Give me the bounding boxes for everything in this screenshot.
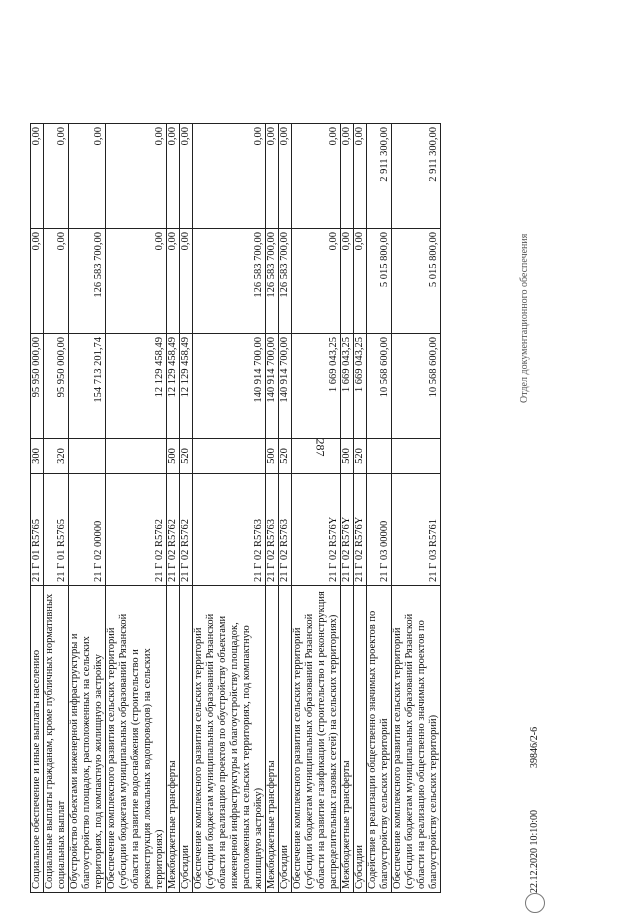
footer-date: 22.12.2020 10:10:00 [529, 809, 540, 893]
row-amount-3: 0,00 [292, 124, 341, 229]
table-row [354, 124, 367, 893]
footer-department: Отдел документационного обеспечения [519, 233, 530, 403]
table-row [367, 124, 392, 893]
row-expense-type [193, 439, 266, 474]
row-name: Обеспечение комплексного развития сельских территорий (субсидии бюджетам муниципальных образований Рязанской области на развитие водоснабжения (строительство и реконструкция локальных водопроводов) на сельских территориях) [106, 586, 167, 893]
row-amount-2: 5 015 800,00 [392, 229, 441, 334]
table-row [167, 124, 180, 893]
table-row [193, 124, 266, 893]
row-amount-3: 0,00 [44, 124, 69, 229]
row-expense-type [367, 439, 392, 474]
row-name: Обеспечение комплексного развития сельских территорий (субсидии бюджетам муниципальных образований Рязанской области на реализацию общественно значимых проектов по благоустройству сельских территорий) [392, 586, 441, 893]
row-code: 21 Г 02 R5762 [167, 474, 180, 586]
row-name: Содействие в реализации общественно значимых проектов по благоустройству сельских территорий [367, 586, 392, 893]
seal-icon [525, 893, 545, 913]
row-amount-2: 5 015 800,00 [367, 229, 392, 334]
row-amount-3: 0,00 [31, 124, 44, 229]
table-row [292, 124, 341, 893]
table-row [392, 124, 441, 893]
row-amount-2: 126 583 700,00 [69, 229, 106, 334]
row-code: 21 Г 02 R5763 [193, 474, 266, 586]
row-code: 21 Г 02 R576Y [341, 474, 354, 586]
row-amount-2: 0,00 [180, 229, 193, 334]
row-amount-1: 140 914 700,00 [193, 334, 266, 439]
row-amount-1: 10 568 600,00 [367, 334, 392, 439]
row-code: 21 Г 02 R5763 [266, 474, 279, 586]
table-row [31, 124, 44, 893]
row-expense-type: 320 [44, 439, 69, 474]
table-row [180, 124, 193, 893]
row-amount-1: 1 669 043,25 [341, 334, 354, 439]
row-amount-1: 140 914 700,00 [266, 334, 279, 439]
row-code: 21 Г 02 R5762 [106, 474, 167, 586]
table-row [279, 124, 292, 893]
row-name: Межбюджетные трансферты [167, 586, 180, 893]
page-footer [519, 123, 547, 893]
row-expense-type: 300 [31, 439, 44, 474]
row-amount-3: 0,00 [279, 124, 292, 229]
row-amount-1: 10 568 600,00 [392, 334, 441, 439]
row-name: Обустройство объектами инженерной инфраструктуры и благоустройство площадок, расположенных на сельских территориях, под компактную жилищную застройку [69, 586, 106, 893]
row-amount-1: 12 129 458,49 [106, 334, 167, 439]
page-number: 287 [313, 438, 328, 457]
row-name: Социальное обеспечение и иные выплаты населению [31, 586, 44, 893]
row-expense-type: 500 [266, 439, 279, 474]
table-row [44, 124, 69, 893]
row-expense-type [106, 439, 167, 474]
row-name: Обеспечение комплексного развития сельских территорий (субсидии бюджетам муниципальных образований Рязанской области на реализацию проектов по обустройству объектами инженерной инфраструктуры и благоустройству площадок, расположенных на сельских территориях, под компактную жилищную застройку) [193, 586, 266, 893]
row-amount-1: 1 669 043,25 [354, 334, 367, 439]
row-amount-3: 0,00 [180, 124, 193, 229]
table-row [69, 124, 106, 893]
row-expense-type: 500 [167, 439, 180, 474]
table-row [266, 124, 279, 893]
table-row [106, 124, 167, 893]
row-amount-3: 2 911 300,00 [367, 124, 392, 229]
row-amount-2: 0,00 [31, 229, 44, 334]
rotated-page [20, 103, 548, 893]
row-amount-3: 0,00 [193, 124, 266, 229]
row-name: Социальные выплаты гражданам, кроме публичных нормативных социальных выплат [44, 586, 69, 893]
row-amount-3: 2 911 300,00 [392, 124, 441, 229]
row-expense-type [292, 439, 341, 474]
row-code: 21 Г 02 R576Y [292, 474, 341, 586]
row-expense-type [69, 439, 106, 474]
row-name: Обеспечение комплексного развития сельских территорий (субсидии бюджетам муниципальных образований Рязанской области на развитие газификации (строительство и реконструкция распределительных газовых сетей) на сельских территориях) [292, 586, 341, 893]
row-expense-type: 520 [354, 439, 367, 474]
row-amount-2: 126 583 700,00 [193, 229, 266, 334]
row-code: 21 Г 03 00000 [367, 474, 392, 586]
row-amount-1: 12 129 458,49 [167, 334, 180, 439]
row-amount-2: 126 583 700,00 [279, 229, 292, 334]
row-code: 21 Г 02 00000 [69, 474, 106, 586]
row-amount-2: 0,00 [106, 229, 167, 334]
row-code: 21 Г 02 R5763 [279, 474, 292, 586]
budget-table [30, 123, 441, 893]
row-amount-3: 0,00 [69, 124, 106, 229]
row-code: 21 Г 02 R576Y [354, 474, 367, 586]
row-expense-type: 500 [341, 439, 354, 474]
row-amount-1: 95 950 000,00 [31, 334, 44, 439]
row-amount-1: 140 914 700,00 [279, 334, 292, 439]
row-amount-2: 0,00 [354, 229, 367, 334]
row-amount-3: 0,00 [341, 124, 354, 229]
row-amount-2: 0,00 [167, 229, 180, 334]
row-name: Субсидии [354, 586, 367, 893]
row-amount-3: 0,00 [354, 124, 367, 229]
row-amount-1: 12 129 458,49 [180, 334, 193, 439]
row-amount-3: 0,00 [167, 124, 180, 229]
footer-doc-number: 39846/2-6 [529, 726, 540, 768]
row-code: 21 Г 01 R5765 [31, 474, 44, 586]
row-amount-2: 0,00 [44, 229, 69, 334]
row-amount-1: 95 950 000,00 [44, 334, 69, 439]
row-amount-2: 0,00 [341, 229, 354, 334]
row-name: Межбюджетные трансферты [266, 586, 279, 893]
row-code: 21 Г 03 R5761 [392, 474, 441, 586]
row-code: 21 Г 01 R5765 [44, 474, 69, 586]
row-amount-1: 1 669 043,25 [292, 334, 341, 439]
row-expense-type: 520 [279, 439, 292, 474]
row-amount-3: 0,00 [266, 124, 279, 229]
row-amount-2: 126 583 700,00 [266, 229, 279, 334]
row-name: Межбюджетные трансферты [341, 586, 354, 893]
row-name: Субсидии [279, 586, 292, 893]
row-expense-type [392, 439, 441, 474]
row-code: 21 Г 02 R5762 [180, 474, 193, 586]
row-expense-type: 520 [180, 439, 193, 474]
table-row [341, 124, 354, 893]
row-amount-1: 154 713 201,74 [69, 334, 106, 439]
row-amount-2: 0,00 [292, 229, 341, 334]
row-amount-3: 0,00 [106, 124, 167, 229]
row-name: Субсидии [180, 586, 193, 893]
